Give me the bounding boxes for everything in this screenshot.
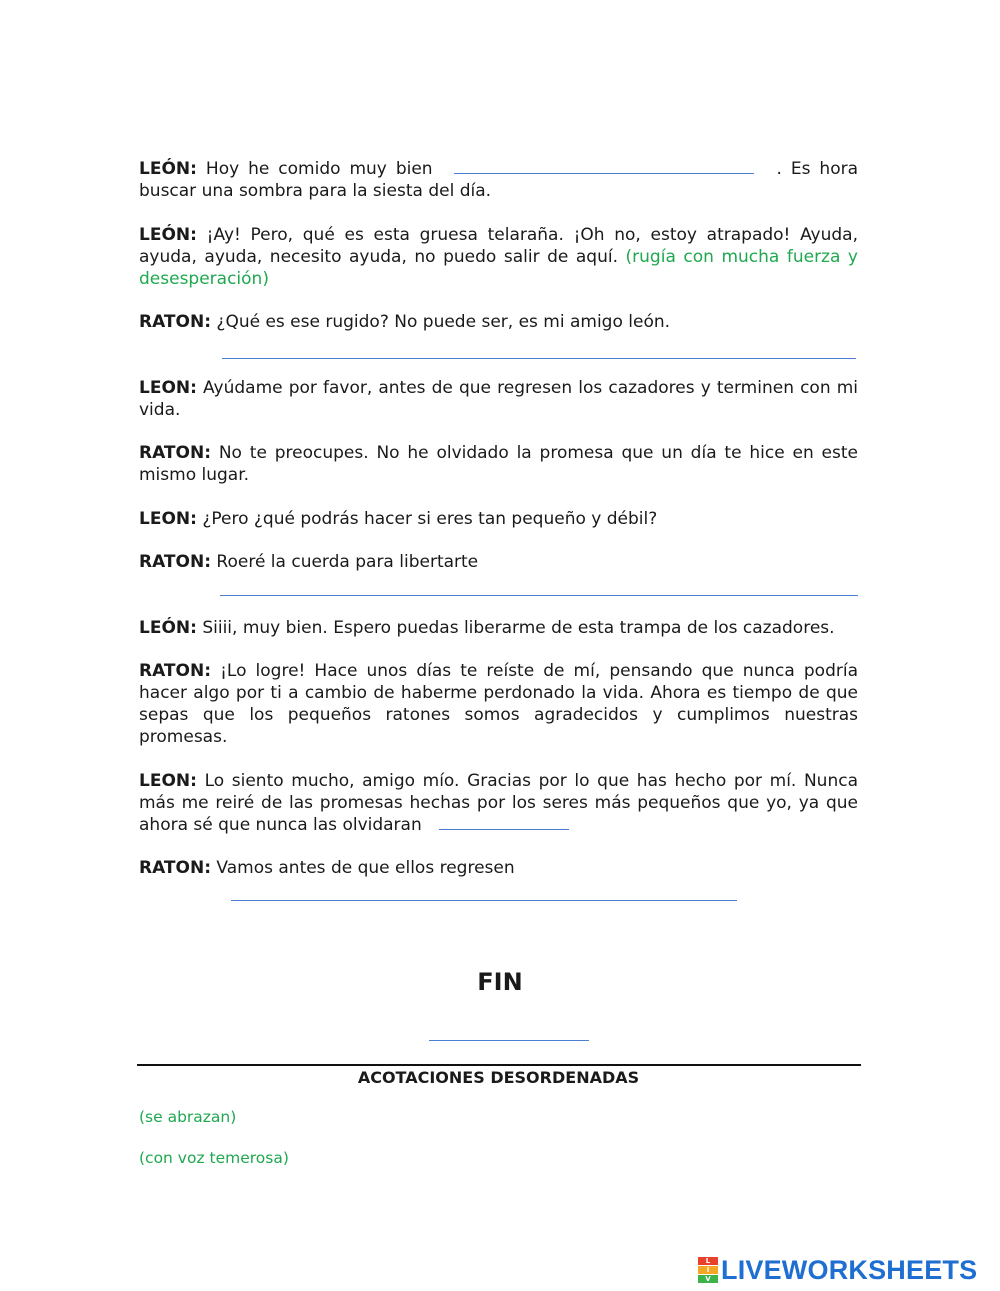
brand-name: LIVEWORKSHEETS (721, 1254, 978, 1285)
speaker-label: RATON: (139, 312, 212, 332)
dialogue-text: ¡Ay! Pero, qué es esta gruesa telaraña. ¡Oh no, estoy atrapado! Ayuda, ayuda, ayuda, necesito ayuda, no puedo salir de aquí. (139, 225, 858, 267)
dialogue-text: Ayúdame por favor, antes de que regresen los cazadores y terminen con mi vida. (139, 378, 858, 420)
answer-drop-zone[interactable] (439, 829, 569, 830)
dialogue-text: Siiii, muy bien. Espero puedas liberarme de esta trampa de los cazadores. (202, 618, 835, 638)
dialogue-leon-3 (139, 377, 858, 421)
dialogue-text: ¿Pero ¿qué podrás hacer si eres tan pequeño y débil? (202, 509, 658, 529)
speaker-label: LEON: (139, 771, 197, 791)
answer-drop-zone[interactable] (231, 900, 737, 901)
dialogue-raton-4 (139, 660, 858, 748)
speaker-label: RATON: (139, 858, 212, 878)
speaker-label: RATON: (139, 552, 212, 572)
liveworksheets-logo (698, 1256, 977, 1284)
dialogue-leon-6 (139, 770, 858, 836)
acotacion-item[interactable]: (con voz temerosa) (139, 1149, 289, 1167)
speaker-label: LEÓN: (139, 618, 197, 638)
answer-drop-zone[interactable] (220, 595, 858, 596)
answer-drop-zone[interactable] (454, 173, 754, 174)
dialogue-raton-2 (139, 442, 858, 486)
answer-drop-zone[interactable] (429, 1040, 589, 1041)
logo-letter: L (698, 1257, 718, 1265)
dialogue-leon-4 (139, 508, 858, 530)
dialogue-raton-3 (139, 551, 858, 573)
answer-drop-zone[interactable] (222, 358, 856, 359)
dialogue-text: ¿Qué es ese rugido? No puede ser, es mi amigo león. (216, 312, 671, 332)
dialogue-text: No te preocupes. No he olvidado la promesa que un día te hice en este mismo lugar. (139, 443, 858, 485)
dialogue-leon-1 (139, 158, 858, 202)
dialogue-raton-5 (139, 857, 858, 879)
speaker-label: RATON: (139, 443, 212, 463)
dialogue-text: Vamos antes de que ellos regresen (216, 858, 515, 878)
dialogue-leon-2 (139, 224, 858, 290)
logo-letter: I (698, 1266, 718, 1274)
dialogue-text: Lo siento mucho, amigo mío. Gracias por lo que has hecho por mí. Nunca más me reiré de las promesas hechas por los seres más pequeños que yo, ya que ahora sé que nunca las olvidaran (139, 771, 858, 835)
dialogue-text: ¡Lo logre! Hace unos días te reíste de mí, pensando que nunca podría hacer algo por ti a cambio de haberme perdonado la vida. Ahora es tiempo de que sepas que los pequeños ratones somos agradecidos y cumplimos nuestras promesas. (139, 661, 858, 747)
speaker-label: LEON: (139, 378, 197, 398)
speaker-label: LEÓN: (139, 159, 197, 179)
stage-direction: (rugía con mucha fuerza y desesperación) (139, 247, 858, 289)
dialogue-text: Hoy he comido muy bien (205, 159, 433, 179)
fin-heading: FIN (477, 968, 523, 996)
divider (137, 1064, 861, 1066)
speaker-label: RATON: (139, 661, 212, 681)
dialogue-text: . Es hora buscar una sombra para la siesta del día. (139, 159, 859, 201)
dialogue-raton-1 (139, 311, 858, 333)
speaker-label: LEON: (139, 509, 197, 529)
logo-letter: V (698, 1275, 718, 1283)
liveworksheets-icon (698, 1257, 718, 1283)
acotaciones-title: ACOTACIONES DESORDENADAS (357, 1068, 640, 1087)
speaker-label: LEÓN: (139, 225, 197, 245)
dialogue-text: Roeré la cuerda para libertarte (216, 552, 479, 572)
dialogue-leon-5 (139, 617, 858, 639)
acotacion-item[interactable]: (se abrazan) (139, 1108, 237, 1126)
